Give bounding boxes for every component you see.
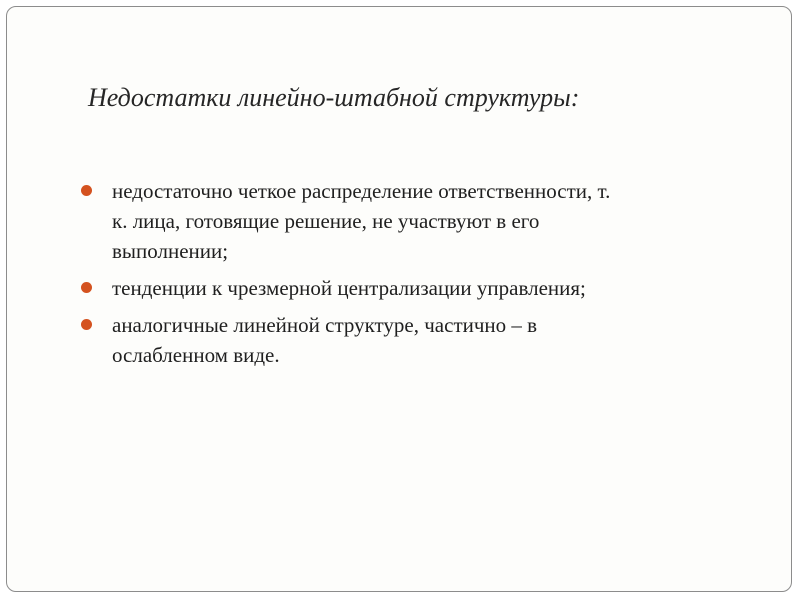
slide-title: Недостатки линейно-штабной структуры: <box>88 83 580 112</box>
bullet-line: тенденции к чрезмерной централизации управления; <box>112 276 586 300</box>
bullet-dot-icon <box>81 185 92 196</box>
bullet-dot-icon <box>81 282 92 293</box>
bullet-line: аналогичные линейной структуре, частично – в <box>112 313 538 337</box>
bullet-list <box>80 176 760 377</box>
bullet-item <box>80 176 760 266</box>
bullet-item <box>80 273 760 303</box>
bullet-line: ослабленном виде. <box>112 343 280 367</box>
bullet-line: недостаточно четкое распределение ответственности, т. <box>112 179 611 203</box>
bullet-line: к. лица, готовящие решение, не участвуют в его <box>112 209 540 233</box>
bullet-line: выполнении; <box>112 239 229 263</box>
bullet-item <box>80 310 760 370</box>
bullet-dot-icon <box>81 319 92 330</box>
